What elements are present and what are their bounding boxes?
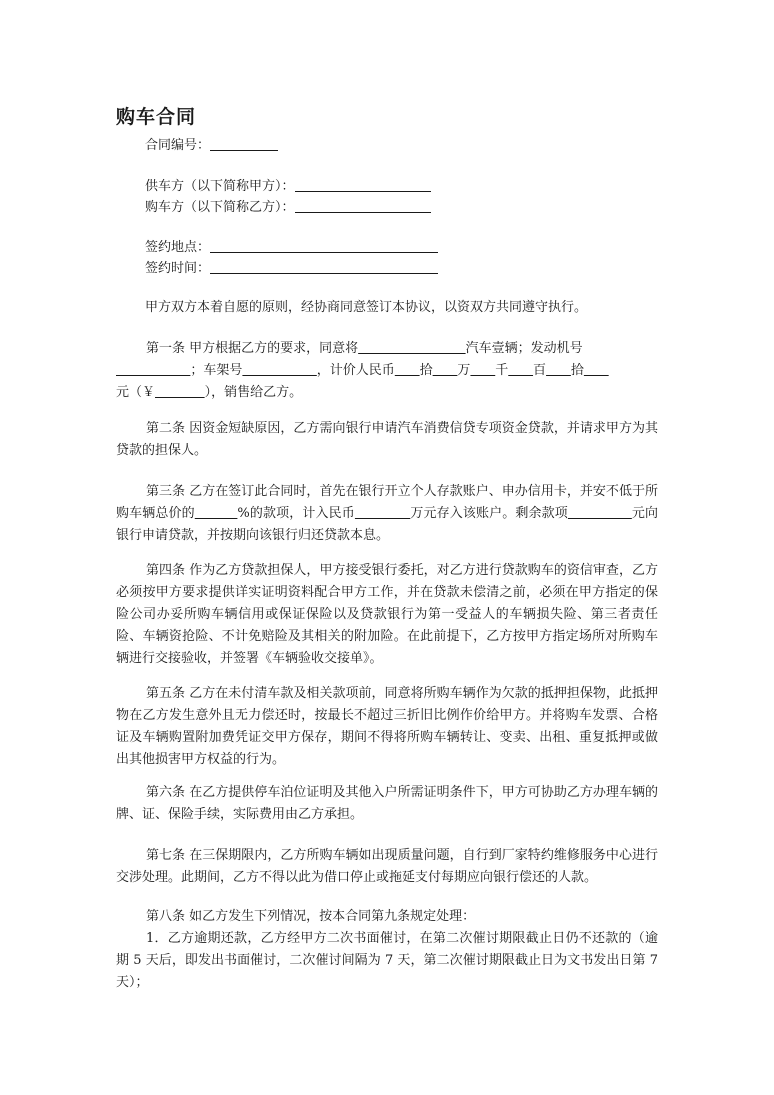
page-title: 购车合同 [116,106,197,128]
article-1-text-f: 万 [457,363,471,378]
contract-no-blank [210,136,278,151]
place-blank [210,238,438,253]
seller-blank [295,177,431,192]
article-6: 第六条 在乙方提供停车泊位证明及其他入户所需证明条件下，甲方可协助乙方办理车辆的牌、证、保险手续，实际费用由乙方承担。 [116,785,658,822]
article-1-text-d: ，计价人民币 [316,363,395,378]
article-2: 第二条 因资金短缺原因，乙方需向银行申请汽车消费信贷专项资金贷款，并请求甲方为其贷款的担保人。 [116,421,658,458]
article-1-text-j: 元（￥ [116,385,156,400]
article-3-text-d: 元向银行申请贷款，并按期向该银行归还贷款本息。 [116,506,658,543]
time-blank [210,259,438,274]
buyer-label: 购车方（以下简称乙方）： [145,200,295,215]
seller-line [145,177,431,197]
article-1-text-b: 汽车壹辆；发动机号 [465,341,583,356]
contract-no-label: 合同编号： [145,138,211,153]
time-line [145,259,438,279]
article-7: 第七条 在三保期限内，乙方所购车辆如出现质量问题，自行到厂家特约维修服务中心进行交涉处理。此期间，乙方不得以此为借口停止或拖延支付每期应向银行偿还的人款。 [116,848,658,885]
time-label: 签约时间： [145,261,211,276]
article-1-text-i: 拾 [570,363,584,378]
seller-label: 供车方（以下简称甲方）： [145,179,295,194]
article-1-text-k: ），销售给乙方。 [204,385,303,400]
article-5: 第五条 乙方在未付清车款及相关款项前，同意将所购车辆作为欠款的抵押担保物，此抵押物在乙方发生意外且无力偿还时，按最长不超过三折旧比例作价给甲方。并将购车发票、合格证及车辆购置附加费凭证交甲方保存，期间不得将所购车辆转让、变卖、出租、重复抵押或做出其他损害甲方权益的行为。 [116,686,658,767]
article-1-text-g: 千 [495,363,509,378]
article-3 [116,481,658,547]
article-3-text-a: 第三条 乙方在签订此合同时，首先在银行开立个人存款账户、申办信用卡，并安不低于所购车辆总价的 [116,484,658,521]
buyer-line [145,198,431,218]
article-1-text-h: 百 [533,363,547,378]
article-1-text-a: 第一条 甲方根据乙方的要求，同意将 [146,341,359,356]
article-4: 第四条 作为乙方贷款担保人，甲方接受银行委托，对乙方进行贷款购车的资信审查，乙方必须按甲方要求提供详实证明资料配合甲方工作，并在贷款未偿清之前，必须在甲方指定的保险公司办妥所购车辆信用或保证保险以及贷款银行为第一受益人的车辆损失险、第三者责任险、车辆资抢险、不计免赔险及其相关的附加险。在此前提下，乙方按甲方指定场所对所购车辆进行交接验收，并签署《车辆验收交接单》。 [116,563,658,666]
buyer-blank [295,198,431,213]
article-1-text-e: 拾 [419,363,433,378]
place-line [145,238,438,258]
article-1-text-c: ；车架号 [190,363,243,378]
article-3-text-c: 万元存入该账户。剩余款项 [410,506,568,521]
place-label: 签约地点： [145,240,211,255]
article-8: 第八条 如乙方发生下列情况，按本合同第九条规定处理： [146,909,476,924]
article-1 [116,338,658,404]
article-3-text-b: %的款项，计入民币 [237,506,355,521]
intro-paragraph: 甲方双方本着自愿的原则，经协商同意签订本协议，以资双方共同遵守执行。 [145,300,588,315]
contract-no-line [145,136,278,156]
article-8-item-1: 1．乙方逾期还款，乙方经甲方二次书面催讨，在第二次催讨期限截止日仍不还款的（逾期 5 天后，即发出书面催讨，二次催讨间隔为 7 天，第二次催讨期限截止日为文书发出日第 7 天）； [116,931,658,990]
